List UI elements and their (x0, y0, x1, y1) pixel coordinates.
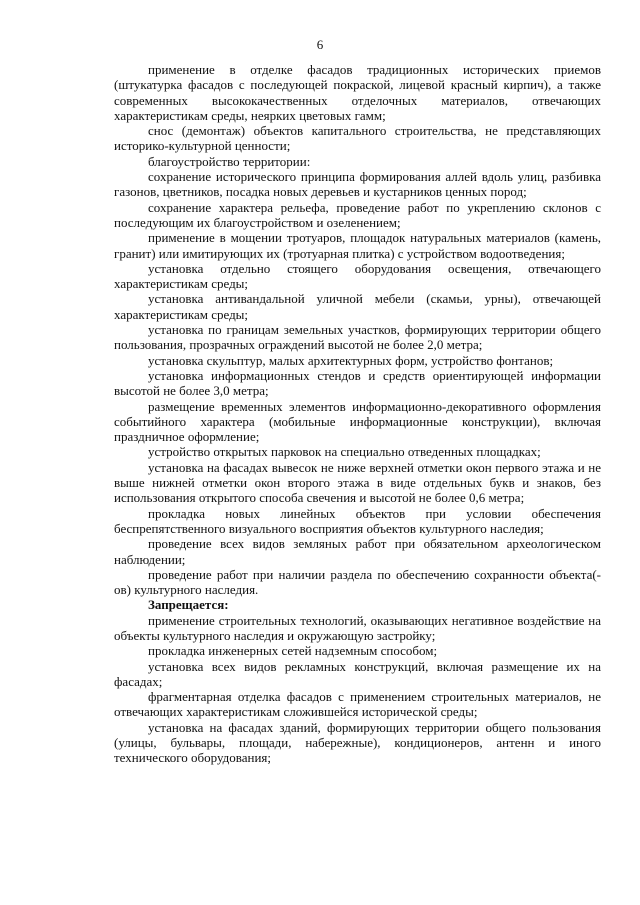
list-item: установка информационных стендов и средств ориентирующей информации высотой не более 3,0 метра; (114, 367, 601, 399)
list-item: применение в мощении тротуаров, площадок натуральных материалов (камень, гранит) или имитирующих их (тротуарная плитка) с устройством водоотведения; (114, 230, 601, 261)
list-item: проведение работ при наличии раздела по обеспечению сохранности объекта(-ов) культурного наследия. (114, 566, 601, 598)
list-item: благоустройство территории: (148, 153, 311, 169)
list-item: сохранение исторического принципа формирования аллей вдоль улиц, разбивка газонов, цветников, посадка новых деревьев и кустарников ценных пород; (114, 169, 601, 200)
list-item: установка антивандальной уличной мебели (скамьи, урны), отвечающей характеристикам среды; (114, 291, 601, 322)
list-item: применение в отделке фасадов традиционных исторических приемов (штукатурка фасадов с последующей покраской, лицевой красный кирпич), а также современных высококачественных отделочных материалов, отвечающих характеристикам среды, неярких цветовых гамм; (114, 62, 601, 123)
section-heading: Запрещается: (148, 597, 229, 613)
list-item: сохранение характера рельефа, проведение работ по укреплению склонов с последующим их благоустройством и озеленением; (114, 199, 601, 230)
list-item: установка по границам земельных участков, формирующих территории общего пользования, прозрачных ограждений высотой не более 2,0 метра; (114, 322, 601, 353)
list-item: размещение временных элементов информационно-декоративного оформления событийного характера (мобильные информационные конструкции), включая праздничное оформление; (114, 398, 601, 445)
list-item: проведение всех видов земляных работ при обязательном археологическом наблюдении; (114, 536, 601, 567)
page-number: 6 (316, 37, 324, 52)
list-item: прокладка новых линейных объектов при условии обеспечения беспрепятственного визуального восприятия объектов культурного наследия; (114, 505, 601, 536)
list-item: снос (демонтаж) объектов капитального строительства, не представляющих историко-культурной ценности; (114, 123, 601, 154)
list-item: устройство открытых парковок на специально отведенных площадках; (148, 444, 541, 460)
document-body (114, 62, 601, 766)
list-item: прокладка инженерных сетей надземным способом; (148, 643, 438, 659)
list-item: установка всех видов рекламных конструкций, включая размещение их на фасадах; (114, 658, 601, 689)
list-item: установка отдельно стоящего оборудования освещения, отвечающего характеристикам среды; (114, 260, 601, 292)
list-item: установка скульптур, малых архитектурных форм, устройство фонтанов; (148, 352, 554, 368)
list-item: установка на фасадах зданий, формирующих территории общего пользования (улицы, бульвары, площади, набережные), кондиционеров, антенн и иного технического оборудования; (114, 719, 601, 766)
list-item: фрагментарная отделка фасадов с применением строительных материалов, не отвечающих характеристикам сложившейся исторической среды; (114, 689, 601, 720)
list-item: применение строительных технологий, оказывающих негативное воздействие на объекты культурного наследия и окружающую застройку; (114, 612, 601, 643)
list-item: установка на фасадах вывесок не ниже верхней отметки окон первого этажа и не выше нижней отметки окон второго этажа в виде отдельных букв и знаков, без использования открытого способа свечения и высотой не более 0,6 метра; (114, 459, 601, 506)
